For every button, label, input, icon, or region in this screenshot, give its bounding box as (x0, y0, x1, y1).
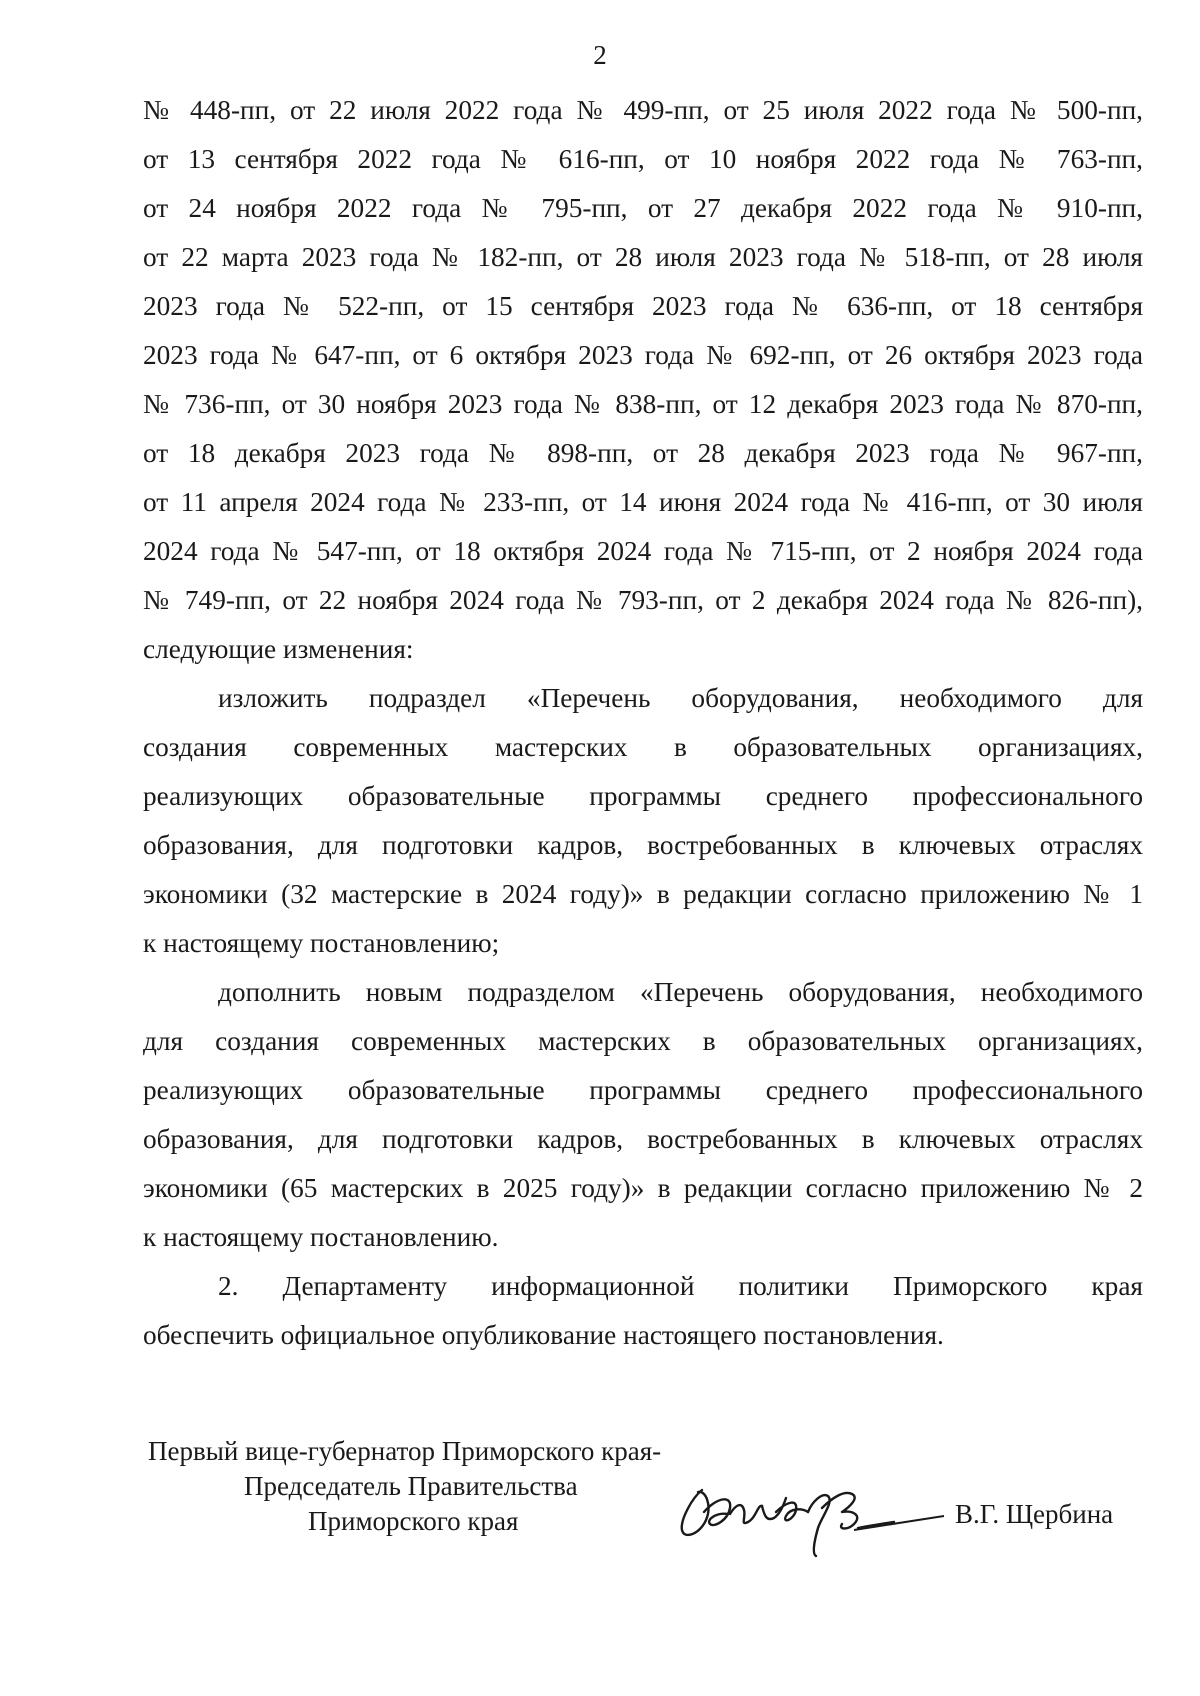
paragraph-publication (143, 1262, 1143, 1360)
text-line: 2. Департаменту информационной политики Приморского края (218, 1271, 1143, 1301)
text-line: дополнить новым подразделом «Перечень оборудования, необходимого (218, 977, 1143, 1007)
text-line: № 736-пп, от 30 ноября 2023 года № 838-пп, от 12 декабря 2023 года № 870-пп, (143, 389, 1143, 419)
text-line: от 18 декабря 2023 года № 898-пп, от 28 декабря 2023 года № 967-пп, (143, 438, 1143, 468)
text-line: для создания современных мастерских в образовательных организациях, (143, 1026, 1143, 1056)
signer-name: В.Г. Щербина (955, 1499, 1114, 1529)
text-line: экономики (32 мастерские в 2024 году)» в редакции согласно приложению № 1 (143, 879, 1143, 909)
text-line: 2023 года № 522-пп, от 15 сентября 2023 года № 636-пп, от 18 сентября (143, 291, 1143, 321)
paragraph-add-subsection (143, 968, 1143, 1262)
text-line: к настоящему постановлению. (143, 1222, 499, 1252)
text-line: образования, для подготовки кадров, востребованных в ключевых отраслях (143, 830, 1143, 860)
paragraph-amendment-list (143, 86, 1143, 674)
text-line: от 11 апреля 2024 года № 233-пп, от 14 июня 2024 года № 416-пп, от 30 июля (143, 487, 1143, 517)
text-line: образования, для подготовки кадров, востребованных в ключевых отраслях (143, 1124, 1143, 1154)
text-line: создания современных мастерских в образовательных организациях, (143, 732, 1143, 762)
text-line: 2023 года № 647-пп, от 6 октября 2023 года № 692-пп, от 26 октября 2023 года (143, 340, 1143, 370)
text-line: к настоящему постановлению; (143, 928, 500, 958)
text-line: реализующих образовательные программы среднего профессионального (143, 781, 1143, 811)
text-line: изложить подраздел «Перечень оборудования, необходимого для (218, 683, 1143, 713)
text-line: от 24 ноября 2022 года № 795-пп, от 27 декабря 2022 года № 910-пп, (143, 193, 1143, 223)
text-line: от 13 сентября 2022 года № 616-пп, от 10 ноября 2022 года № 763-пп, (143, 144, 1143, 174)
text-line: № 749-пп, от 22 ноября 2024 года № 793-пп, от 2 декабря 2024 года № 826-пп), (143, 585, 1143, 615)
text-line: экономики (65 мастерских в 2025 году)» в редакции согласно приложению № 2 (143, 1173, 1143, 1203)
text-line: от 22 марта 2023 года № 182-пп, от 28 июля 2023 года № 518-пп, от 28 июля (143, 242, 1143, 272)
text-line: обеспечить официальное опубликование настоящего постановления. (143, 1320, 944, 1350)
text-line: реализующих образовательные программы среднего профессионального (143, 1075, 1143, 1105)
signatory-title-line: Приморского края (308, 1506, 519, 1536)
page-number: 2 (593, 40, 607, 70)
signatory-title-line: Председатель Правительства (244, 1471, 578, 1501)
handwritten-signature (672, 1468, 952, 1563)
signatory-title-line: Первый вице-губернатор Приморского края- (148, 1436, 662, 1466)
text-line: 2024 года № 547-пп, от 18 октября 2024 года № 715-пп, от 2 ноября 2024 года (143, 536, 1143, 566)
text-line: следующие изменения: (143, 634, 414, 664)
text-line: № 448-пп, от 22 июля 2022 года № 499-пп, от 25 июля 2022 года № 500-пп, (143, 95, 1143, 125)
paragraph-replace-subsection (143, 674, 1143, 968)
